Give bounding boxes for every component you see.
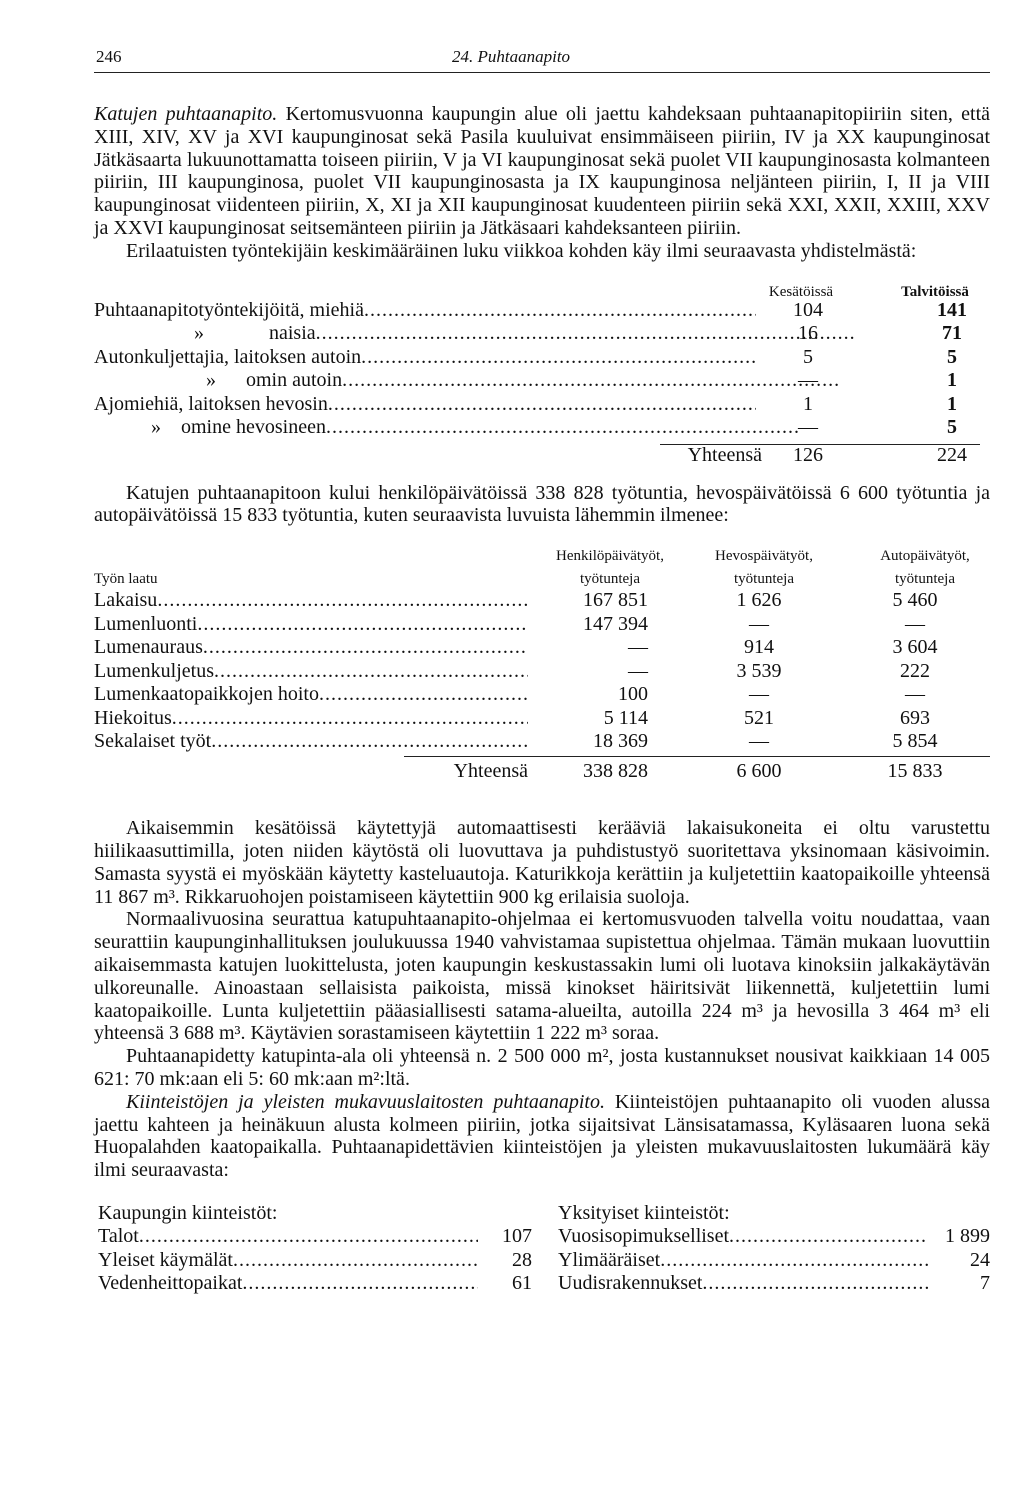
hours-table: [94, 541, 990, 803]
col-header-person: Henkilöpäivätyöt,: [556, 548, 664, 565]
cell-summer: —: [798, 369, 818, 392]
list-item: [98, 1248, 532, 1273]
total-label: Yhteensä: [687, 443, 762, 466]
properties-lead: Kiinteistöjen ja yleisten mukavuuslaitosten puhtaanapito.: [126, 1090, 605, 1113]
table-row: [94, 299, 990, 323]
total-label: Yhteensä: [453, 759, 528, 782]
col-header-work: Työn laatu: [94, 571, 158, 588]
cell-auto: 222: [900, 659, 930, 682]
table-row: [94, 346, 990, 370]
paragraph-properties: [94, 1091, 990, 1182]
cell-horse: —: [749, 730, 769, 753]
row-label: » omine hevosineen: [136, 416, 326, 439]
table-row: [94, 369, 990, 393]
hours-intro: Katujen puhtaanapitoon kului henkilöpäivätöissä 338 828 työtuntia, hevospäivätöissä 6 600 työtuntia ja autopäivätöissä 15 833 työtuntia, kuten seuraavista luvuista lähemmin ilmenee:: [94, 481, 990, 527]
table-row: [94, 707, 990, 731]
row-label: » naisia: [194, 322, 316, 345]
total-horse: 6 600: [736, 759, 782, 782]
section-title: 24. Puhtaanapito: [452, 47, 571, 66]
item-value: 24: [970, 1248, 990, 1271]
total-winter: 224: [937, 443, 967, 466]
city-properties-title: Kaupungin kiinteistöt:: [98, 1201, 278, 1224]
item-label: Talot: [98, 1225, 139, 1248]
col-header-summer: Kesätöissä: [768, 283, 834, 300]
total-row: [94, 444, 990, 468]
cell-horse: 521: [744, 706, 774, 729]
item-label: Vuosisopimukselliset: [558, 1225, 730, 1248]
table-row: [94, 589, 990, 613]
row-label: Autonkuljettajia, laitoksen autoin: [94, 345, 362, 368]
cell-winter: 1: [947, 392, 957, 415]
cell-horse: 1 626: [736, 589, 782, 612]
cell-person: 100: [618, 683, 648, 706]
cell-summer: —: [798, 416, 818, 439]
row-label: Sekalaiset työt: [94, 730, 212, 753]
cell-auto: 693: [900, 706, 930, 729]
list-item: [558, 1249, 990, 1273]
paragraph-sweepers: Aikaisemmin kesätöissä käytettyjä automaattisesti kerääviä lakaisukoneita ei oltu varustettu hiilikaasuttimilla, joten niiden käytöstä oli luovuttava ja puhdistustyö suoritettava yksinomaan käsivoimin. Samasta syystä ei myöskään käytetty kasteluautoja. Katurikkoja kerättiin ja kuljetettiin kaatopaikoille yhteensä 11 867 m³. Rikkaruohojen poistamiseen käytettiin 900 kg erilaisia suoloja.: [94, 817, 990, 908]
table-row: [94, 416, 990, 440]
total-row: [94, 760, 990, 784]
properties-text: Kiinteistöjen puhtaanapito oli vuoden alussa jaettu kahteen ja heinäkuun alusta kolmeen piiriin, jotka sijaitsivat Länsisatamassa, Kyläsaaren luona sekä Huopalahden kaatopaikalla. Puhtaanapidettävien kiinteistöjen ja yleisten mukavuuslaitosten lukumäärä käy ilmi seuraavasta:: [94, 1090, 990, 1182]
cell-auto: —: [905, 612, 925, 635]
running-header: [94, 44, 990, 73]
row-label: Puhtaanapitotyöntekijöitä, miehiä: [94, 298, 364, 321]
row-label: Lumenkaatopaikkojen hoito: [94, 683, 319, 706]
col-header-auto: Autopäivätyöt,: [880, 548, 970, 565]
paragraph-snow: Normaalivuosina seurattua katupuhtaanapito-ohjelmaa ei kertomusvuoden talvella voitu noudattaa, vaan seurattiin kaupunginhallituksen joulukuussa 1940 vahvistamaa supistettua ohjelmaa. Tämän mukaan luovuttiin aikaisemmasta katujen luokittelusta, joten kaupungin keskustassakin lumi oli luotava kinoksiin jalkakäytävän ulkoreunalle. Ainoastaan sellaisista paikoista, missä kinokset häiritsivät liikennettä, kuljetettiin lumi kaatopaikoille. Lunta kuljetettiin pääasiallisesti satama-alueilta, autoilla 224 m³ ja hevosilla 3 464 m³ eli yhteensä 3 688 m³. Käytävien sorastamiseen käytettiin 1 222 m³ soraa.: [94, 908, 990, 1045]
table-row: [94, 683, 990, 707]
properties-lists: [94, 1202, 990, 1302]
item-value: 7: [980, 1272, 990, 1295]
cell-winter: 71: [942, 322, 962, 345]
cell-winter: 141: [937, 298, 967, 321]
item-label: Ylimääräiset: [558, 1248, 661, 1271]
cell-person: 167 851: [583, 589, 648, 612]
col-header-winter: Talvitöissä: [901, 283, 969, 300]
item-value: 1 899: [945, 1225, 990, 1248]
cell-horse: 914: [744, 636, 774, 659]
item-label: Uudisrakennukset: [558, 1272, 703, 1295]
cell-horse: —: [749, 612, 769, 635]
col-header-horse: Hevospäivätyöt,: [715, 548, 813, 565]
cell-auto: —: [905, 683, 925, 706]
total-summer: 126: [793, 443, 823, 466]
cell-winter: 5: [947, 416, 957, 439]
list-item: [98, 1272, 532, 1296]
cell-winter: 1: [947, 369, 957, 392]
list-item: [558, 1225, 990, 1249]
row-label: Lumenluonti: [94, 612, 198, 635]
cell-horse: —: [749, 683, 769, 706]
item-label: Vedenheittopaikat: [98, 1272, 243, 1295]
table-row: [94, 393, 990, 417]
cell-summer: 5: [803, 345, 813, 368]
list-item: [98, 1225, 532, 1249]
cell-auto: 5 854: [892, 730, 938, 753]
private-properties-title: Yksityiset kiinteistöt:: [558, 1201, 730, 1224]
cell-person: 147 394: [583, 612, 648, 635]
table-row: [94, 322, 990, 346]
item-label: Yleiset käymälät: [98, 1248, 233, 1271]
table-row: [94, 636, 990, 660]
row-label: Lumenauraus: [94, 636, 203, 659]
workers-table: [94, 273, 990, 465]
cell-summer: 16: [798, 322, 818, 345]
cell-person: —: [628, 659, 648, 682]
cell-horse: 3 539: [736, 659, 782, 682]
item-value: 61: [512, 1272, 532, 1295]
row-label: Hiekoitus: [94, 706, 172, 729]
cell-auto: 5 460: [892, 589, 938, 612]
workers-intro: Erilaatuisten työntekijäin keskimääräinen luku viikkoa kohden käy ilmi seuraavasta yhdistelmästä:: [126, 239, 917, 262]
private-properties: [558, 1202, 990, 1296]
row-label: Ajomiehiä, laitoksen hevosin: [94, 392, 328, 415]
col-header-horse-unit: työtunteja: [734, 571, 794, 588]
cell-person: 18 369: [593, 730, 648, 753]
total-rule: [404, 756, 990, 757]
page-number: 246: [96, 47, 122, 66]
item-value: 28: [512, 1248, 532, 1271]
row-label: Lakaisu: [94, 589, 158, 612]
cell-summer: 104: [793, 298, 823, 321]
intro-paragraph: [94, 103, 990, 240]
row-label: Lumenkuljetus: [94, 659, 214, 682]
section-lead: Katujen puhtaanapito.: [94, 103, 278, 125]
item-value: 107: [502, 1225, 532, 1248]
table-row: [94, 613, 990, 637]
list-item: [558, 1272, 990, 1296]
cell-summer: 1: [803, 392, 813, 415]
intro-text: Kertomusvuonna kaupungin alue oli jaettu kahdeksaan puhtaanapitopiiriin siten, että XIII, XIV, XV ja XVI kaupunginosat sekä Pasila kuuluivat ensimmäiseen piiriin, IV ja XX kaupunginosat Jätkäsaarta lukuunottamatta toiseen piiriin, V ja VI kaupunginosat sekä puolet VII kaupunginosasta kolmanteen piiriin, III kaupunginosa, puolet VII kaupunginosasta ja IX kaupunginosa neljänteen piiriin, I, II ja VIII kaupunginosat viidenteen piiriin, X, XI ja XII kaupunginosat kuudenteen piiriin sekä XXI, XXII, XXIII, XXV ja XXVI kaupunginosat seitsemänteen piiriin ja Jätkäsaari kahdeksanteen piiriin.: [94, 103, 991, 239]
table-row: [94, 660, 990, 684]
col-header-person-unit: työtunteja: [580, 571, 640, 588]
cell-person: —: [628, 636, 648, 659]
paragraph-area: Puhtaanapidetty katupinta-ala oli yhteensä n. 2 500 000 m², josta kustannukset nousivat kaikkiaan 14 005 621: 70 mk:aan eli 5: 60 mk:aan m²:ltä.: [94, 1045, 990, 1090]
row-label: » omin autoin: [176, 369, 343, 392]
table-row: [94, 730, 990, 754]
cell-person: 5 114: [603, 706, 648, 729]
cell-auto: 3 604: [892, 636, 938, 659]
page: [94, 44, 990, 1302]
total-auto: 15 833: [887, 759, 943, 782]
city-properties: [98, 1201, 532, 1296]
cell-winter: 5: [947, 345, 957, 368]
col-header-auto-unit: työtunteja: [895, 571, 955, 588]
total-person: 338 828: [583, 759, 648, 782]
